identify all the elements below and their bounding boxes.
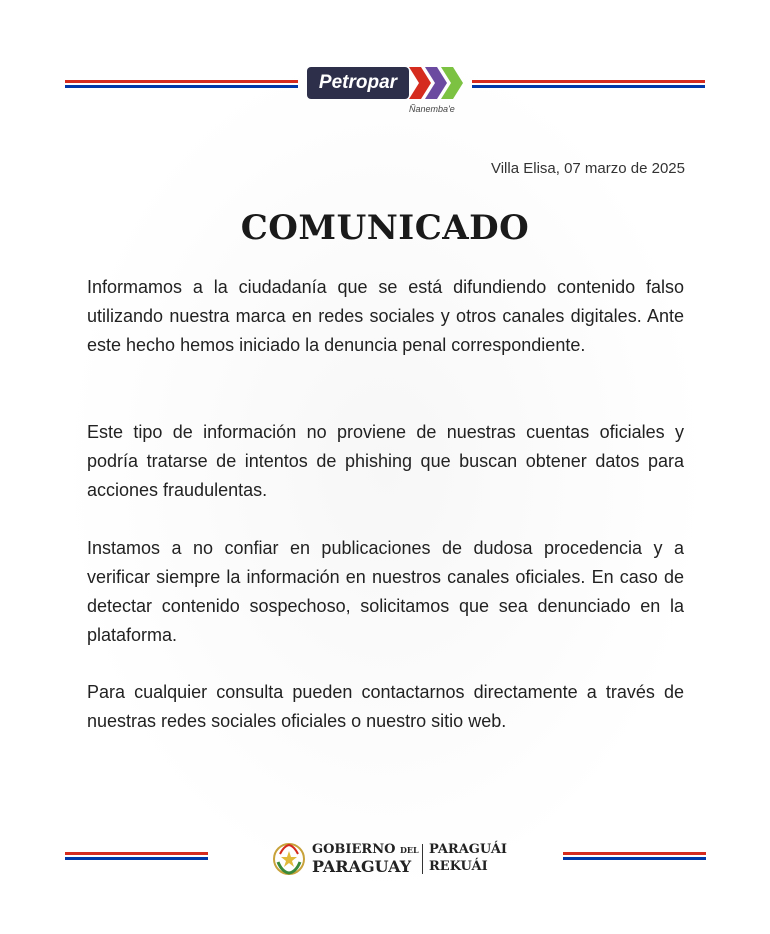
paragraph-4: Para cualquier consulta pueden contactarnos directamente a través de nuestras redes sociales oficiales o nuestro sitio web. [87, 682, 684, 731]
logo-tagline: Ñanemba'e [409, 104, 455, 114]
paragraph-1: Informamos a la ciudadanía que se está difundiendo contenido falso utilizando nuestra marca en redes sociales y otros canales digitales. Ante este hecho hemos iniciado la denuncia penal correspondiente. [87, 277, 684, 355]
gov-line-1 [312, 842, 419, 857]
paragraph-2: Este tipo de información no proviene de nuestras cuentas oficiales y podría tratarse de intentos de phishing que buscan obtener datos para acciones fraudulentas. [87, 422, 684, 500]
gov-logo-divider [422, 844, 423, 874]
date-line: Villa Elisa, 07 marzo de 2025 [490, 160, 685, 177]
header-flag-stripes-left [65, 80, 298, 92]
national-seal-icon [272, 842, 306, 876]
footer-flag-stripes-right [563, 852, 706, 864]
document-title: COMUNICADO [240, 208, 530, 248]
chevron-arrows-icon [407, 67, 469, 99]
header-flag-stripes-right [472, 80, 705, 92]
logo-wordmark: Petropar [307, 67, 409, 99]
gov-word-gobierno: GOBIERNO [312, 842, 396, 857]
slogan-line-2: REKUÁI [429, 859, 488, 874]
gov-word-paraguay: PARAGUAY [312, 857, 412, 876]
gobierno-paraguay-logo [272, 840, 512, 876]
slogan-line-1: PARAGUÁI [429, 842, 508, 857]
gov-word-del: DEL [399, 845, 419, 855]
paragraph-3: Instamos a no confiar en publicaciones de dudosa procedencia y a verificar siempre la información en nuestros canales oficiales. En caso de detectar contenido sospechoso, solicitamos que sea denunciado en la plataforma. [87, 538, 684, 645]
petropar-logo [307, 67, 465, 123]
footer-flag-stripes-left [65, 852, 208, 864]
